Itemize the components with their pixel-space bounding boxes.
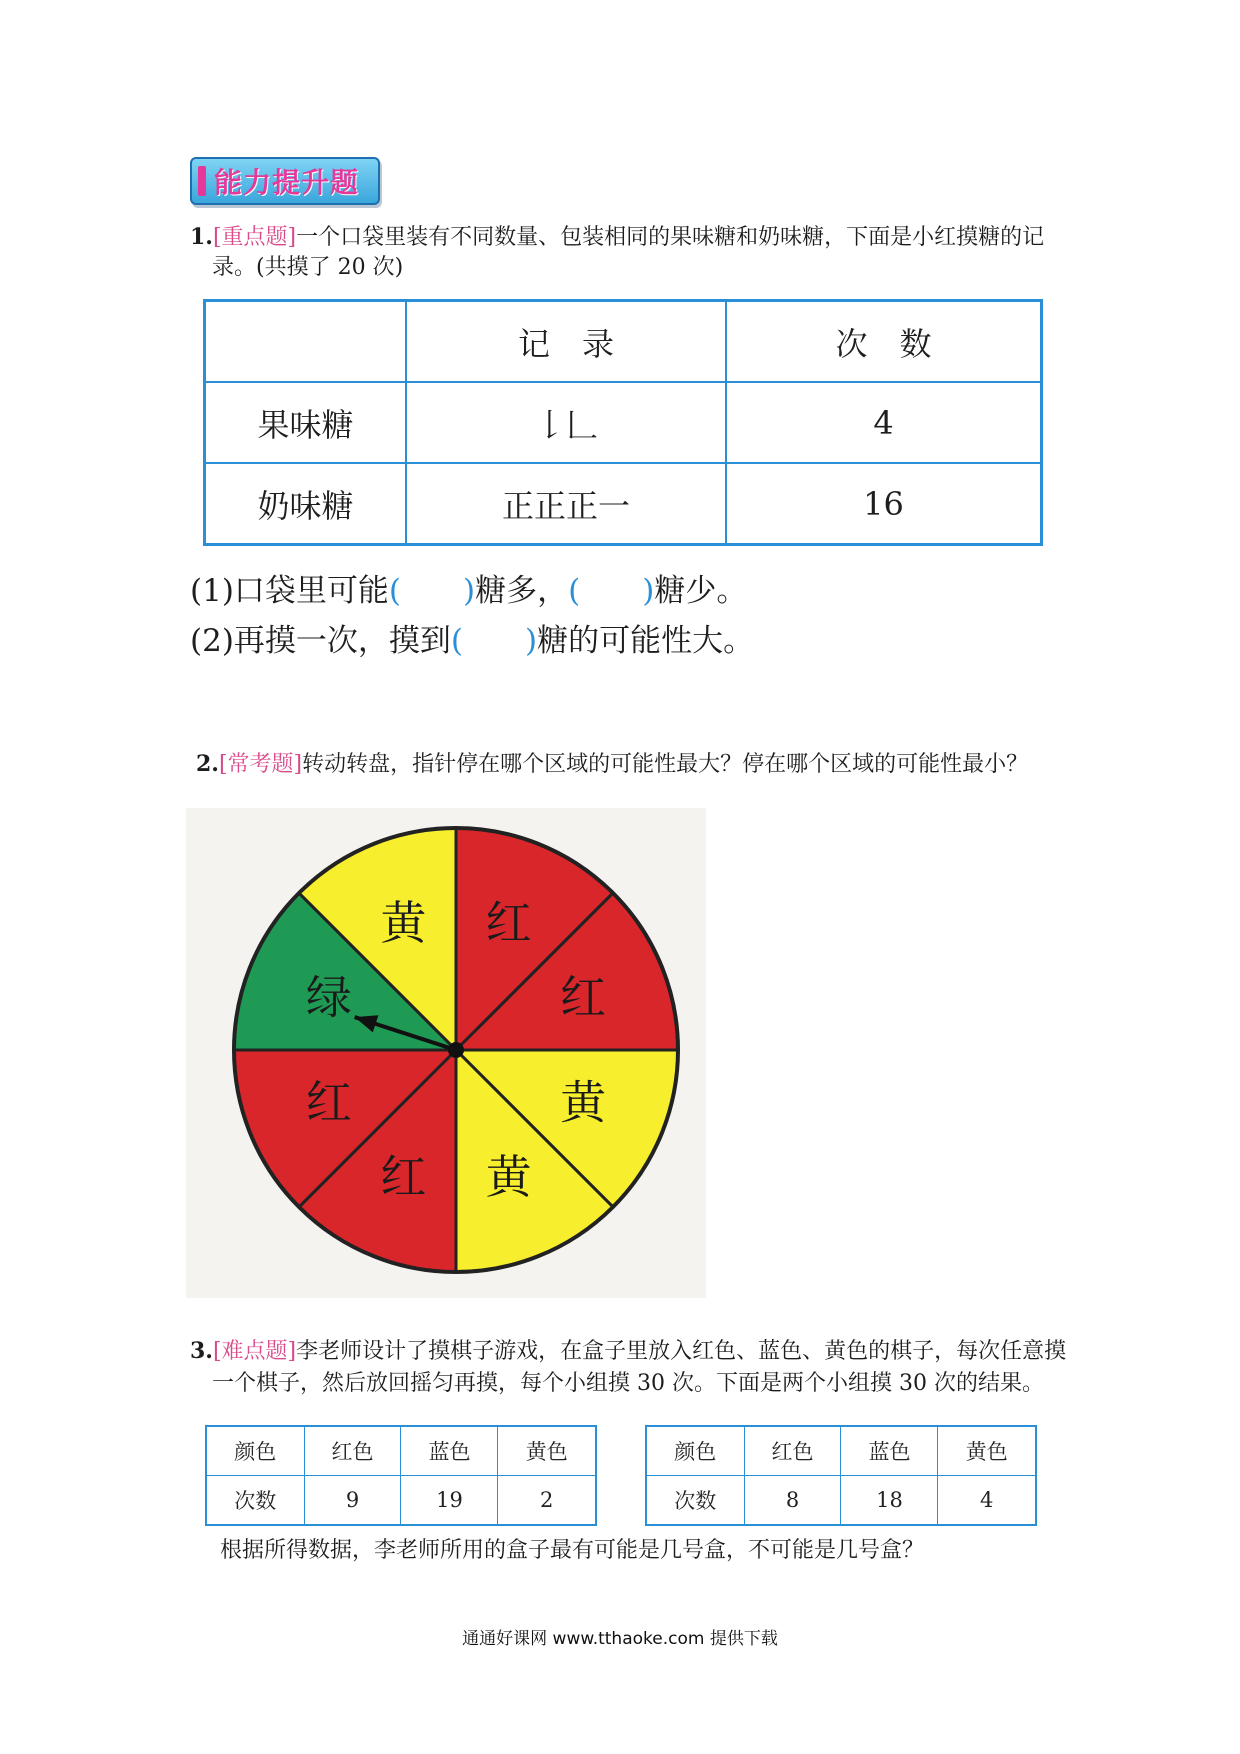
- sector-label: 红: [305, 1075, 352, 1130]
- sub2-suffix: 糖的可能性大。: [537, 623, 755, 659]
- sector-label: 黄: [560, 1075, 607, 1130]
- q3-question: 根据所得数据，李老师所用的盒子最有可能是几号盒，不可能是几号盒？: [220, 1538, 925, 1563]
- section-title: 能力提升题: [214, 166, 360, 199]
- q1-sub1: [190, 567, 747, 615]
- table-header-row: [646, 1426, 1036, 1476]
- spinner-hub: [448, 1042, 464, 1058]
- answer-blank[interactable]: ( ): [388, 573, 476, 609]
- spinner-svg: [186, 808, 706, 1298]
- sector-label: 绿: [305, 970, 352, 1025]
- answer-blank[interactable]: ( ): [568, 573, 655, 609]
- table-header-cell: 红色: [304, 1426, 401, 1476]
- sub1-prefix: (1)口袋里可能: [190, 573, 389, 609]
- row-label: 次数: [206, 1476, 304, 1526]
- section-banner: [190, 157, 380, 205]
- q3-tag: [难点题]: [212, 1339, 297, 1364]
- sub1-middle: 糖多，: [475, 573, 569, 609]
- count-cell: 18: [841, 1476, 938, 1526]
- group2-table: [645, 1425, 1037, 1526]
- spinner-figure: [186, 808, 706, 1298]
- table-row: [205, 382, 1042, 463]
- tally-record: 𠄌𠃊: [406, 382, 726, 463]
- table-header-cell: 黄色: [938, 1426, 1036, 1476]
- banner-accent-bar: [198, 166, 206, 196]
- q2-question: 转动转盘，指针停在哪个区域的可能性最大？停在哪个区域的可能性最小？: [302, 752, 1029, 777]
- count-cell: 4: [938, 1476, 1036, 1526]
- q1-line1: 一个口袋里装有不同数量、包装相同的果味糖和奶味糖，下面是小红摸糖的记: [296, 225, 1045, 250]
- q3-number: 3.: [190, 1338, 213, 1364]
- q3-line1: 李老师设计了摸棋子游戏，在盒子里放入红色、蓝色、黄色的棋子，每次任意摸: [296, 1339, 1067, 1364]
- q2-tag: [常考题]: [218, 752, 303, 777]
- sector-label: 红: [560, 970, 607, 1025]
- table-header-cell: 记 录: [406, 301, 726, 383]
- sector-label: 红: [485, 895, 532, 950]
- count-cell: 9: [304, 1476, 401, 1526]
- count-cell: 8: [744, 1476, 841, 1526]
- q1-text: [190, 221, 1070, 254]
- row-label: 次数: [646, 1476, 744, 1526]
- sector-label: 黄: [485, 1150, 532, 1205]
- footer-credit: 通通好课网 www.tthaoke.com 提供下载: [462, 1629, 778, 1649]
- table-header-row: [205, 301, 1042, 383]
- table-row: [206, 1476, 596, 1526]
- row-label: 奶味糖: [205, 463, 407, 545]
- answer-blank[interactable]: ( ): [450, 623, 538, 659]
- table-header-cell: 次 数: [726, 301, 1042, 383]
- count-cell: 19: [401, 1476, 498, 1526]
- table-header-cell: 红色: [744, 1426, 841, 1476]
- q1-line2: 录。(共摸了 20 次): [212, 255, 404, 280]
- sub2-prefix: (2)再摸一次，摸到: [190, 623, 451, 659]
- q2-number: 2.: [196, 751, 219, 777]
- table-header-cell: [205, 301, 407, 383]
- q3-line2: 一个棋子，然后放回摇匀再摸，每个小组摸 30 次。下面是两个小组摸 30 次的结果。: [212, 1371, 1044, 1396]
- q3-text: [190, 1335, 1070, 1368]
- group1-table: [205, 1425, 597, 1526]
- q1-number: 1.: [190, 224, 213, 250]
- table-header-cell: 颜色: [206, 1426, 304, 1476]
- count-cell: 2: [498, 1476, 596, 1526]
- row-label: 果味糖: [205, 382, 407, 463]
- tally-record: 正正正一: [406, 463, 726, 545]
- table-row: [646, 1476, 1036, 1526]
- table-header-cell: 蓝色: [841, 1426, 938, 1476]
- sub1-suffix: 糖少。: [654, 573, 748, 609]
- q1-sub2: [190, 617, 754, 665]
- table-header-row: [206, 1426, 596, 1476]
- table-header-cell: 颜色: [646, 1426, 744, 1476]
- q1-record-table: [203, 299, 1043, 546]
- table-header-cell: 蓝色: [401, 1426, 498, 1476]
- sector-label: 红: [380, 1150, 427, 1205]
- count-cell: 4: [726, 382, 1042, 463]
- table-row: [205, 463, 1042, 545]
- table-header-cell: 黄色: [498, 1426, 596, 1476]
- sector-label: 黄: [380, 895, 427, 950]
- q2-text: [196, 748, 1076, 781]
- count-cell: 16: [726, 463, 1042, 545]
- q1-tag: [重点题]: [212, 225, 297, 250]
